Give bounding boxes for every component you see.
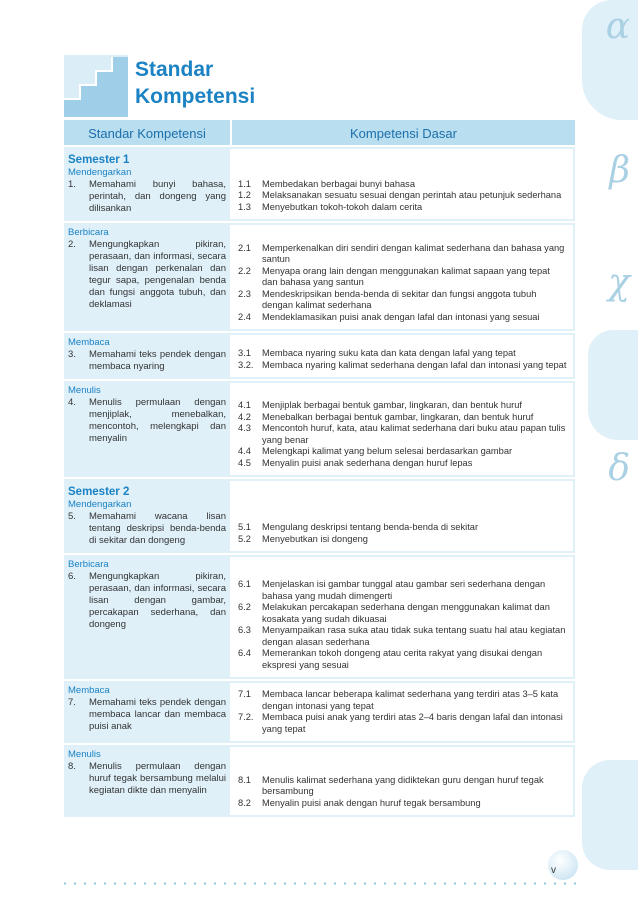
standard-number: 8.: [68, 761, 76, 772]
competency-number: 1.3: [238, 201, 251, 212]
category-label: Menulis: [68, 749, 101, 760]
standard-cell: [64, 555, 230, 679]
competency-item: [238, 179, 567, 191]
competency-text: Menjelaskan isi gambar tunggal atau gambar seri sederhana dengan bahasa yang mudah dimengerti: [262, 579, 546, 601]
table-row: [64, 147, 575, 223]
competency-text: Membaca nyaring suku kata dan kata dengan lafal yang tepat: [262, 348, 516, 358]
competency-number: 8.2: [238, 797, 251, 808]
competency-text: Menyebutkan tokoh-tokoh dalam cerita: [262, 201, 423, 212]
beta-glyph: β: [609, 150, 630, 191]
standard-text: Mengungkapkan pikiran, perasaan, dan informasi, secara lisan dengan gambar, percakapan sederhana, dan dongeng: [89, 571, 226, 630]
competency-text: Membaca nyaring kalimat sederhana dengan lafal dan intonasi yang tepat: [262, 359, 567, 370]
chi-glyph: χ: [608, 262, 630, 303]
competency-item: [238, 446, 567, 458]
standard-text: Memahami teks pendek dengan membaca nyaring: [89, 349, 226, 372]
basic-competency-cell: [230, 481, 573, 551]
category-label: Mendengarkan: [68, 499, 132, 510]
standard-item: [68, 761, 226, 797]
competency-item: [238, 712, 567, 735]
basic-competency-cell: [230, 149, 573, 219]
competency-text: Melengkapi kalimat yang belum selesai berdasarkan gambar: [262, 446, 513, 456]
title-line-1: Standar: [135, 58, 214, 81]
table-row: [64, 479, 575, 555]
table-body: [64, 147, 575, 819]
standard-item: [68, 571, 226, 631]
competency-text: Membedakan berbagai bunyi bahasa: [262, 178, 415, 189]
competency-number: 6.4: [238, 648, 251, 658]
table-row: [64, 333, 575, 381]
competency-text: Mencontoh huruf, kata, atau kalimat sederhana dari buku atau papan tulis yang benar: [262, 423, 566, 445]
competency-text: Menyapa orang lain dengan menggunakan kalimat sapaan yang tepat dan bahasa yang santun: [262, 265, 550, 287]
competency-number: 8.1: [238, 774, 251, 785]
standard-cell: [64, 381, 230, 477]
competency-item: [238, 602, 567, 625]
competency-number: 5.2: [238, 533, 251, 544]
standard-cell: [64, 223, 230, 331]
competency-text: Menyalin puisi anak sederhana dengan huruf lepas: [262, 457, 473, 468]
competency-item: [238, 534, 567, 546]
dotted-rule: [60, 882, 580, 885]
standard-text: Mengungkapkan pikiran, perasaan, dan informasi, secara lisan dengan perkenalan dan tegur sapa, pengenalan benda dan fungsi anggota tubuh, dan deklamasi: [89, 239, 226, 310]
competency-number: 7.2.: [238, 712, 254, 722]
competency-item: [238, 202, 567, 214]
competency-item: [238, 412, 567, 424]
competency-item: [238, 689, 567, 712]
category-label: Membaca: [68, 685, 110, 696]
standard-text: Menulis permulaan dengan huruf tegak bersambung melalui kegiatan dikte dan menyalin: [89, 761, 226, 796]
competency-item: [238, 775, 567, 798]
basic-competency-cell: [230, 225, 573, 329]
competency-number: 4.2: [238, 411, 251, 422]
competency-text: Menebalkan berbagai bentuk gambar, lingkaran, dan bentuk huruf: [262, 411, 534, 422]
alpha-glyph: α: [605, 6, 630, 47]
table-row: [64, 681, 575, 745]
competency-number: 4.3: [238, 423, 251, 433]
competency-number: 4.1: [238, 400, 251, 410]
table-header: [64, 120, 575, 147]
table-row: [64, 745, 575, 819]
standard-item: [68, 511, 226, 547]
competency-number: 4.4: [238, 446, 251, 456]
competency-item: [238, 579, 567, 602]
competency-item: [238, 348, 567, 360]
competency-item: [238, 243, 567, 266]
competency-text: Melakukan percakapan sederhana dengan menggunakan kalimat dan kosakata yang sudah dikuasai: [262, 602, 550, 624]
col-header-kompetensi: Kompetensi Dasar: [230, 120, 575, 145]
competency-number: 2.2: [238, 265, 251, 276]
competency-item: [238, 266, 567, 289]
standard-number: 4.: [68, 397, 76, 408]
competency-number: 5.1: [238, 522, 251, 532]
semester-label: Semester 2: [68, 486, 130, 498]
basic-competency-cell: [230, 747, 573, 815]
competency-number: 6.2: [238, 602, 251, 612]
boy-illustration: [588, 330, 638, 440]
standard-item: [68, 349, 226, 373]
standard-item: [68, 179, 226, 215]
standard-cell: [64, 333, 230, 379]
competency-number: 4.5: [238, 457, 251, 468]
competency-text: Menyebutkan isi dongeng: [262, 533, 368, 544]
standard-cell: [64, 681, 230, 743]
competency-item: [238, 360, 567, 372]
semester-label: Semester 1: [68, 154, 130, 166]
competency-text: Mengulang deskripsi tentang benda-benda di sekitar: [262, 522, 479, 532]
competency-text: Mendeskripsikan benda-benda di sekitar dan fungsi anggota tubuh dengan kalimat sederhana: [262, 288, 537, 310]
competency-number: 3.2.: [238, 359, 254, 370]
stairs-logo: [64, 55, 128, 117]
basic-competency-cell: [230, 557, 573, 677]
standard-number: 3.: [68, 349, 76, 360]
standard-item: [68, 239, 226, 311]
standard-number: 2.: [68, 239, 76, 250]
competency-item: [238, 312, 567, 324]
standard-item: [68, 697, 226, 733]
standard-number: 1.: [68, 179, 76, 190]
competency-item: [238, 400, 567, 412]
standard-cell: [64, 147, 230, 221]
competency-item: [238, 190, 567, 202]
category-label: Membaca: [68, 337, 110, 348]
competency-item: [238, 648, 567, 671]
standard-item: [68, 397, 226, 445]
competency-item: [238, 458, 567, 470]
competency-number: 2.3: [238, 288, 251, 299]
competency-number: 2.1: [238, 242, 251, 253]
standard-number: 5.: [68, 511, 76, 522]
title-line-2: Kompetensi: [135, 85, 256, 108]
competency-text: Membaca lancar beberapa kalimat sederhana yang terdiri atas 3–5 kata dengan intonasi yang tepat: [262, 689, 559, 711]
competency-number: 1.2: [238, 190, 251, 200]
competency-text: Mendeklamasikan puisi anak dengan lafal dan intonasi yang sesuai: [262, 311, 540, 322]
competency-item: [238, 625, 567, 648]
competency-text: Menyalin puisi anak dengan huruf tegak bersambung: [262, 797, 481, 808]
competency-text: Memerankan tokoh dongeng atau cerita rakyat yang disukai dengan ekspresi yang sesuai: [262, 648, 543, 670]
standard-number: 7.: [68, 697, 76, 708]
competency-number: 1.1: [238, 178, 251, 189]
competency-item: [238, 423, 567, 446]
delta-glyph: δ: [608, 448, 630, 489]
standard-text: Menulis permulaan dengan menjiplak, menebalkan, mencontoh, melengkapi dan menyalin: [89, 397, 226, 444]
basic-competency-cell: [230, 683, 573, 741]
table-row: [64, 223, 575, 333]
table-row: [64, 555, 575, 681]
page-number: v: [551, 865, 556, 876]
category-label: Menulis: [68, 385, 101, 396]
standard-cell: [64, 479, 230, 553]
competency-text: Membaca puisi anak yang terdiri atas 2–4 baris dengan lafal dan intonasi yang tepat: [262, 712, 563, 734]
competency-text: Memperkenalkan diri sendiri dengan kalimat sederhana dan bahasa yang santun: [262, 242, 565, 264]
category-label: Berbicara: [68, 227, 109, 238]
competency-text: Menyampaikan rasa suka atau tidak suka tentang suatu hal atau kegiatan dengan alasan sederhana: [262, 625, 566, 647]
competency-text: Menulis kalimat sederhana yang didiktekan guru dengan huruf tegak bersambung: [262, 774, 544, 796]
competency-item: [238, 289, 567, 312]
table-row: [64, 381, 575, 479]
competency-number: 3.1: [238, 348, 251, 358]
kids-illustration: [582, 760, 638, 870]
competency-number: 7.1: [238, 689, 251, 699]
col-header-standar: Standar Kompetensi: [88, 126, 206, 141]
basic-competency-cell: [230, 335, 573, 377]
category-label: Berbicara: [68, 559, 109, 570]
standard-text: Memahami wacana lisan tentang deskripsi benda-benda di sekitar dan dongeng: [89, 511, 226, 546]
page-title: [135, 56, 255, 110]
competency-number: 6.1: [238, 579, 251, 589]
competency-table: [64, 120, 575, 819]
competency-number: 2.4: [238, 311, 251, 322]
competency-item: [238, 798, 567, 810]
category-label: Mendengarkan: [68, 167, 132, 178]
standard-number: 6.: [68, 571, 76, 582]
competency-number: 6.3: [238, 625, 251, 635]
basic-competency-cell: [230, 383, 573, 475]
competency-text: Menjiplak berbagai bentuk gambar, lingkaran, dan bentuk huruf: [262, 400, 522, 410]
competency-item: [238, 522, 567, 534]
standard-text: Memahami teks pendek dengan membaca lancar dan membaca puisi anak: [89, 697, 226, 732]
standard-cell: [64, 745, 230, 817]
standard-text: Memahami bunyi bahasa, perintah, dan dongeng yang dilisankan: [89, 179, 226, 214]
competency-text: Melaksanakan sesuatu sesuai dengan perintah atau petunjuk sederhana: [262, 190, 562, 200]
